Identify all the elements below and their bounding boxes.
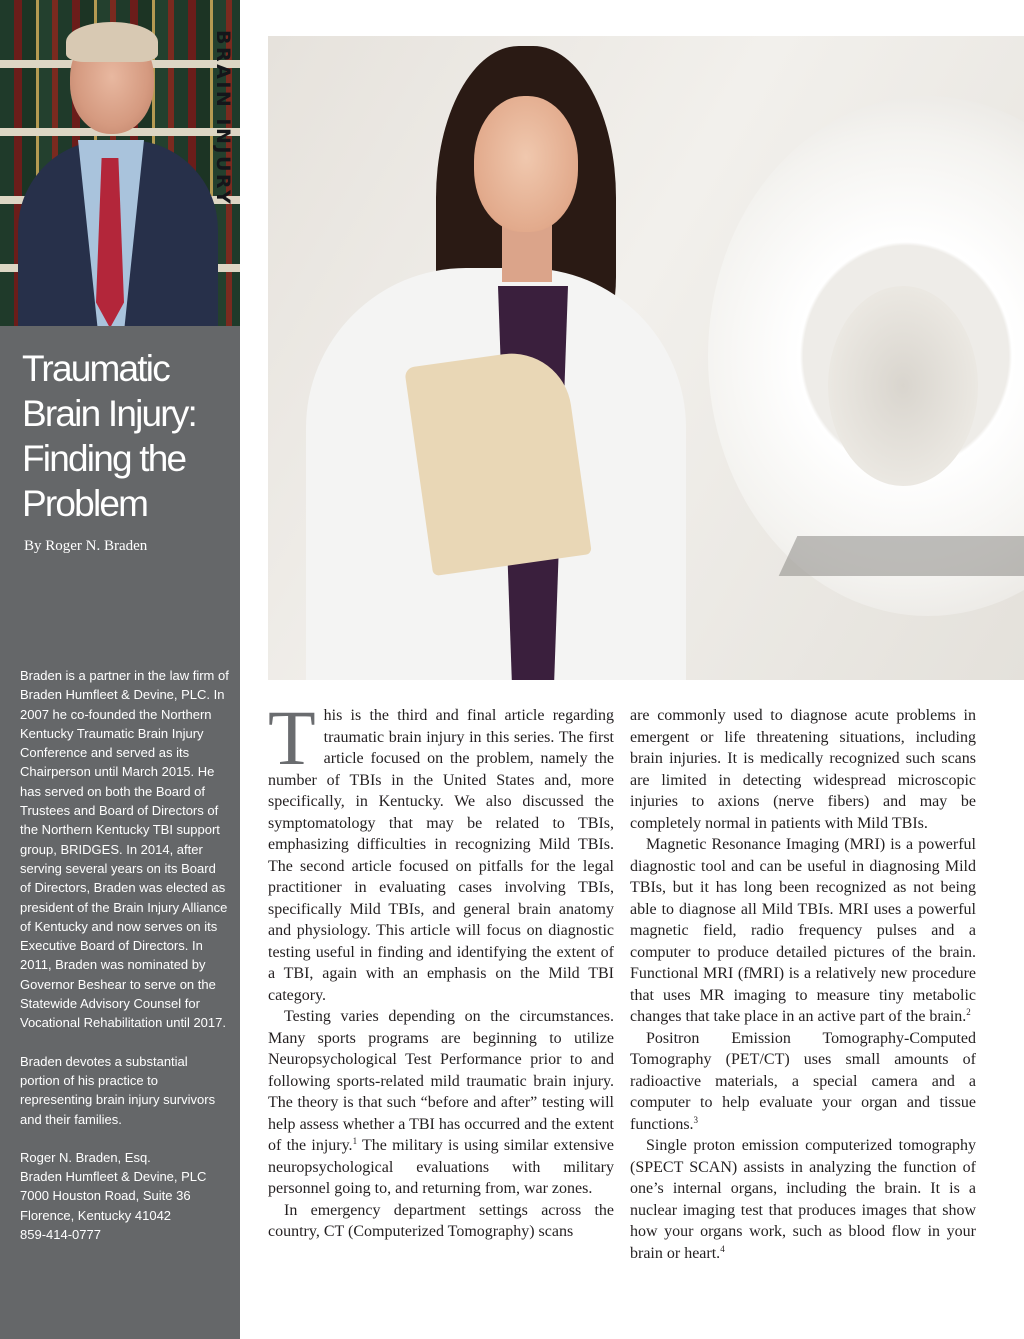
ct-scanner-bore xyxy=(828,286,978,486)
section-tab xyxy=(200,24,240,224)
body-paragraph: Testing varies depending on the circumstances. Many sports programs are beginning to utilize Neuropsychological Test Performance prior to and following sports-related mild traumatic brain injury. The theory is that such “before and after” testing will help assess whether a TBI has occurred and the extent of the injury.$^1$ The military is using similar extensive neuropsychological evaluations with military personnel going to, and returning from, war zones. xyxy=(268,1008,614,1197)
scanner-table-shape xyxy=(779,536,1024,576)
contact-block xyxy=(20,1148,230,1244)
drop-cap: T xyxy=(268,694,316,781)
contact-phone: 859-414-0777 xyxy=(20,1227,101,1243)
contact-city: Florence, Kentucky 41042 xyxy=(20,1207,172,1223)
article-column-1 xyxy=(268,694,614,1243)
body-paragraph: Single proton emission computerized tomography (SPECT SCAN) assists in analyzing the function of one’s internal organs, including the brain. It is a nuclear imaging test that produces images that show how your organs work, such as blood flow in your brain or heart.$^4$ xyxy=(630,1137,976,1262)
contact-street: 7000 Houston Road, Suite 36 xyxy=(20,1188,191,1204)
body-paragraph: In emergency department settings across the country, CT (Computerized Tomography) scans xyxy=(268,1201,614,1240)
contact-firm: Braden Humfleet & Devine, PLC xyxy=(20,1169,207,1185)
author-bio xyxy=(20,666,230,1244)
author-sidebar xyxy=(0,0,240,1339)
article-title: Traumatic Brain Injury: Finding the Problem xyxy=(22,348,197,524)
body-paragraph: Positron Emission Tomography-Computed Tomography (PET/CT) uses small amounts of radioactive materials, a special camera and a computer to help evaluate your organ and tissue functions.$^3$ xyxy=(630,1029,976,1133)
footnote-ref: 1 xyxy=(352,1136,358,1146)
body-paragraph: This is the third and final article regarding traumatic brain injury in this series. The first article focused on the problem, namely the number of TBIs in the United States and, more specifically, in Kentucky. We also discussed the symptomatology that may be related to TBIs, emphasizing difficulties in recognizing Mild TBIs. The second article focused on pitfalls for the legal practitioner in evaluating cases involving TBIs, specifically Mild TBIs, and general brain anatomy and physiology. This article will focus on diagnostic testing useful in finding and identifying the extent of a TBI, again with an emphasis on the Mild TBI category. xyxy=(268,694,614,1004)
body-paragraph: Magnetic Resonance Imaging (MRI) is a powerful diagnostic tool and can be useful in diagnosing Mild TBIs, but it has long been recognized as not being able to diagnose all Mild TBIs. MRI uses a powerful magnetic field, radio frequency pulses and a computer to produce detailed pictures of the brain. Functional MRI (fMRI) is a relatively new procedure that uses MR imaging to measure tiny metabolic changes that take place in an active part of the brain.$^2$ xyxy=(630,836,976,1025)
byline: By Roger N. Braden xyxy=(24,538,148,554)
footnote-ref: 3 xyxy=(693,1114,699,1125)
doctor-face xyxy=(474,96,578,232)
contact-name: Roger N. Braden, Esq. xyxy=(20,1149,151,1165)
body-paragraph: are commonly used to diagnose acute problems in emergent or life threatening situations, including brain injuries. It is medically recognized such scans are limited in detecting widespread microscopic injuries to axions (nerve fibers) and may be completely normal in patients with Mild TBIs. xyxy=(630,707,976,832)
footnote-ref: 2 xyxy=(966,1007,971,1017)
article-column-2 xyxy=(630,705,976,1264)
author-hair xyxy=(66,22,158,62)
bio-paragraph: Braden devotes a substantial portion of his practice to representing brain injury survivors and their families. xyxy=(20,1053,216,1127)
hero-photo xyxy=(268,36,1024,680)
section-label: BRAIN INJURY xyxy=(212,30,234,207)
footnote-ref: 4 xyxy=(720,1243,725,1254)
bio-paragraph: Braden is a partner in the law firm of Braden Humfleet & Devine, PLC. In 2007 he co-founded the Northern Kentucky Traumatic Brain Injury Conference and served as its Chairperson until March 2015. He has served on both the Board of Trustees and Board of Directors of the Northern Kentucky TBI support group, BRIDGES. In 2014, after serving several years on its Board of Directors, Braden was elected as president of the Brain Injury Alliance of Kentucky and now serves on its Executive Board of Directors. In 2011, Braden was nominated by Governor Beshear to serve on the Statewide Advisory Counsel for Vocational Rehabilitation until 2017. xyxy=(20,668,229,1031)
